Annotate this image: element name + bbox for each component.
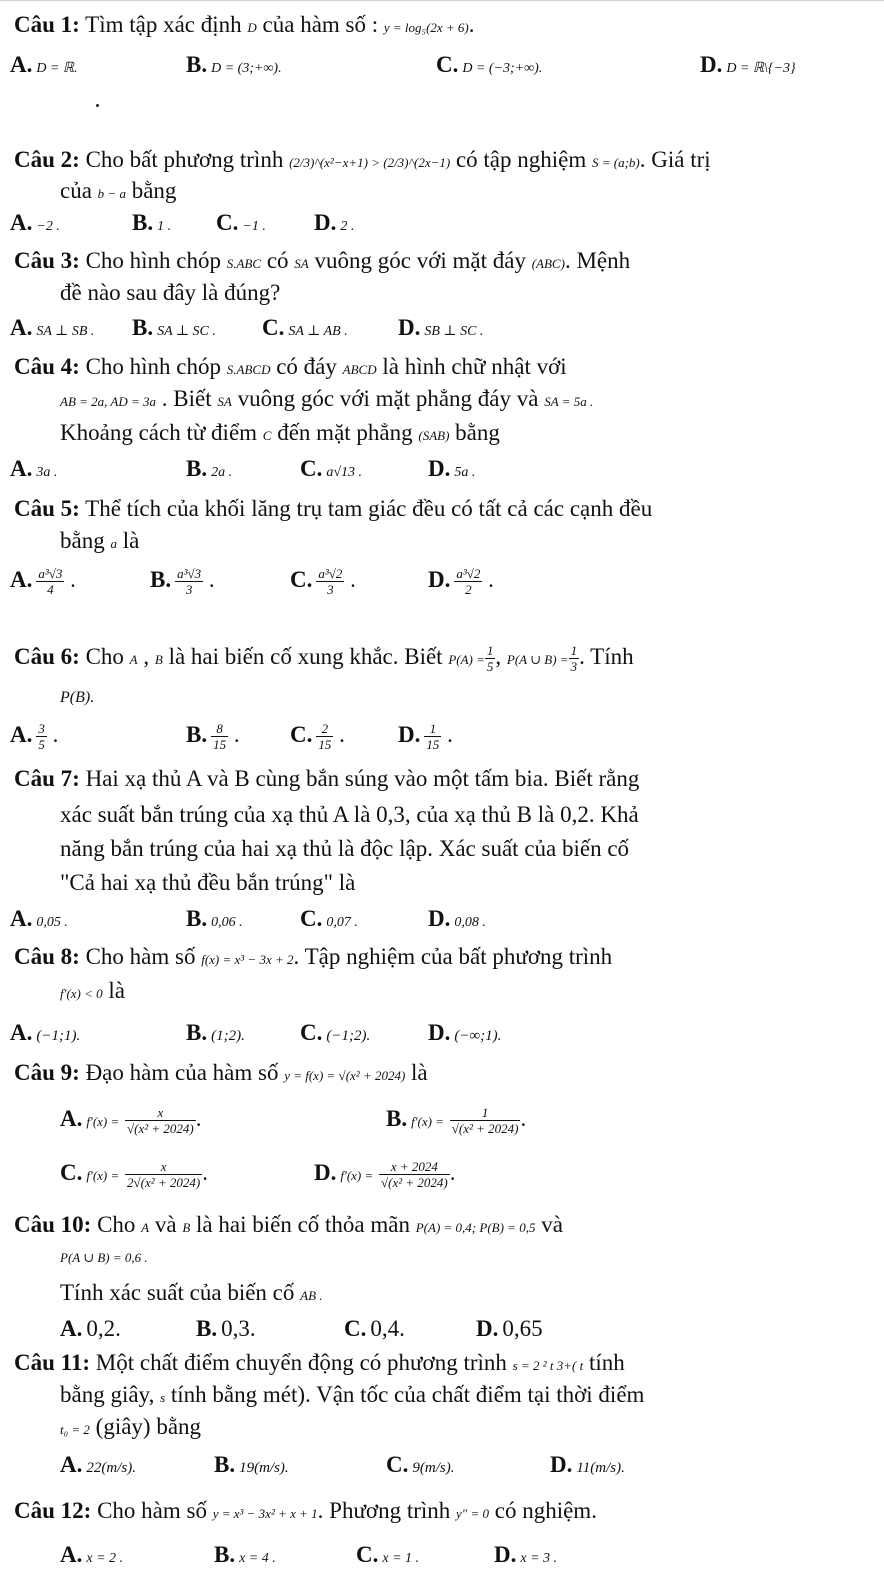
q9-option-c[interactable]: C. f′(x) = $\frac{x}{\text{2√(x² + 2024)}}$ . xyxy=(60,1159,209,1191)
q10-option-c[interactable]: C. 0,4. xyxy=(344,1316,405,1341)
question-4: Câu 4: Cho hình chóp S.ABCD có đáy ABCD là hình chữ nhật với xyxy=(14,354,567,379)
q9-option-d[interactable]: D. f′(x) = $\frac{x + 2024}{\text{√(x² + 2024)}}$ . xyxy=(314,1159,456,1191)
q6-option-b[interactable]: B. $\frac{8}{15}$ . xyxy=(186,721,240,753)
q8-option-c[interactable]: C. (−1;2). xyxy=(300,1020,371,1045)
q4-option-b[interactable]: B. 2a . xyxy=(186,456,233,481)
q3-option-a[interactable]: A. SA ⊥ SB . xyxy=(10,315,95,340)
q5-option-b[interactable]: B. $\frac{\text{a³√3}}{3}$ . xyxy=(150,566,215,598)
question-7-line-2: xác suất bắn trúng của xạ thủ A là 0,3, của xạ thủ B là 0,2. Khả xyxy=(60,802,639,827)
question-10-line-3: Tính xác suất của biến cố AB . xyxy=(60,1280,323,1305)
stray-dot xyxy=(96,104,99,107)
question-8: Câu 8: Cho hàm số f(x) = x³ − 3x + 2. Tập nghiệm của bất phương trình xyxy=(14,944,613,969)
q2-option-c[interactable]: C. −1 . xyxy=(216,210,266,235)
q4-option-c[interactable]: C. a√13 . xyxy=(300,456,363,481)
question-5: Câu 5: Thể tích của khối lăng trụ tam giác đều có tất cả các cạnh đều xyxy=(14,496,653,521)
q3-option-b[interactable]: B. SA ⊥ SC . xyxy=(132,315,216,340)
question-3-line-2: đề nào sau đây là đúng? xyxy=(60,280,281,305)
top-divider xyxy=(0,0,884,7)
question-11: Câu 11: Một chất điểm chuyển động có phương trình s = 2 ² t 3+( t tính xyxy=(14,1350,625,1375)
q11-option-b[interactable]: B. 19(m/s). xyxy=(214,1452,289,1477)
question-11-line-2: bằng giây, s tính bằng mét). Vận tốc của chất điểm tại thời điểm xyxy=(60,1382,645,1407)
q1-option-c[interactable]: C. D = (−3;+∞). xyxy=(436,52,543,77)
q2-option-b[interactable]: B. 1 . xyxy=(132,210,172,235)
q4-option-d[interactable]: D. 5a . xyxy=(428,456,476,481)
question-2-line-2: của b − a bằng xyxy=(60,178,177,203)
q9-option-a[interactable]: A. f′(x) = $\frac{x}{\text{√(x² + 2024)}}$ . xyxy=(60,1105,202,1137)
q11-option-d[interactable]: D. 11(m/s). xyxy=(550,1452,625,1477)
q5-option-a[interactable]: A. $\frac{\text{a³√3}}{4}$ . xyxy=(10,566,76,598)
q12-option-d[interactable]: D. x = 3 . xyxy=(494,1542,558,1567)
question-7-line-4: "Cả hai xạ thủ đều bắn trúng" là xyxy=(60,870,356,895)
question-7: Câu 7: Hai xạ thủ A và B cùng bắn súng vào một tấm bia. Biết rằng xyxy=(14,766,640,791)
q10-option-d[interactable]: D. 0,65 xyxy=(476,1316,543,1341)
question-4-line-2: AB = 2a, AD = 3a . Biết SA vuông góc với mặt phẳng đáy và SA = 5a . xyxy=(60,386,594,411)
question-2: Câu 2: Cho bất phương trình (2/3)^(x²−x+1) > (2/3)^(2x−1) có tập nghiệm S = (a;b). Giá trị xyxy=(14,147,711,172)
question-5-line-2: bằng a là xyxy=(60,528,140,553)
question-3: Câu 3: Cho hình chóp S.ABC có SA vuông góc với mặt đáy (ABC). Mệnh xyxy=(14,248,631,273)
q12-option-a[interactable]: A. x = 2 . xyxy=(60,1542,124,1567)
q7-option-d[interactable]: D. 0,08 . xyxy=(428,906,486,931)
question-7-line-3: năng bắn trúng của hai xạ thủ là độc lập. Xác suất của biến cố xyxy=(60,836,630,861)
q10-option-b[interactable]: B. 0,3. xyxy=(196,1316,256,1341)
question-6: Câu 6: Cho A , B là hai biến cố xung khắc. Biết P(A) = $\frac{1}{5}$ , P(A ∪ B) = $\frac{1}{3}$ . Tính xyxy=(14,643,634,675)
q1-option-a[interactable]: A. D = ℝ. xyxy=(10,52,78,77)
question-4-line-3: Khoảng cách từ điểm C đến mặt phẳng (SAB) bằng xyxy=(60,420,500,445)
q2-option-a[interactable]: A. −2 . xyxy=(10,210,60,235)
q8-option-a[interactable]: A. (−1;1). xyxy=(10,1020,81,1045)
q9-option-b[interactable]: B. f′(x) = $\frac{1}{\text{√(x² + 2024)}}$ . xyxy=(386,1105,527,1137)
q6-option-d[interactable]: D. $\frac{1}{15}$ . xyxy=(398,721,453,753)
question-10-line-2: P(A ∪ B) = 0,6 . xyxy=(60,1250,148,1265)
question-11-line-3: t₀ = 2 (giây) bằng xyxy=(60,1414,202,1439)
question-12: Câu 12: Cho hàm số y = x³ − 3x² + x + 1. Phương trình y″ = 0 có nghiệm. xyxy=(14,1498,597,1523)
q7-option-a[interactable]: A. 0,05 . xyxy=(10,906,68,931)
q12-option-b[interactable]: B. x = 4 . xyxy=(214,1542,276,1567)
question-6-line-2: P(B). xyxy=(60,689,95,706)
q7-option-b[interactable]: B. 0,06 . xyxy=(186,906,243,931)
question-8-line-2: f′(x) < 0 là xyxy=(60,978,126,1003)
question-10: Câu 10: Cho A và B là hai biến cố thỏa mãn P(A) = 0,4; P(B) = 0,5 và xyxy=(14,1212,563,1237)
q8-option-d[interactable]: D. (−∞;1). xyxy=(428,1020,502,1045)
q2-option-d[interactable]: D. 2 . xyxy=(314,210,355,235)
q11-option-c[interactable]: C. 9(m/s). xyxy=(386,1452,455,1477)
q1-option-d[interactable]: D. D = ℝ\{−3} xyxy=(700,52,796,77)
q11-option-a[interactable]: A. 22(m/s). xyxy=(60,1452,136,1477)
q12-option-c[interactable]: C. x = 1 . xyxy=(356,1542,420,1567)
question-9: Câu 9: Đạo hàm của hàm số y = f(x) = √(x² + 2024) là xyxy=(14,1060,428,1085)
q3-option-c[interactable]: C. SA ⊥ AB . xyxy=(262,315,348,340)
q5-option-c[interactable]: C. $\frac{\text{a³√2}}{3}$ . xyxy=(290,566,356,598)
q7-option-c[interactable]: C. 0,07 . xyxy=(300,906,358,931)
q6-option-c[interactable]: C. $\frac{2}{15}$ . xyxy=(290,721,345,753)
q5-option-d[interactable]: D. $\frac{\text{a³√2}}{2}$ . xyxy=(428,566,494,598)
q6-option-a[interactable]: A. $\frac{3}{5}$ . xyxy=(10,721,59,753)
question-1: Câu 1: Tìm tập xác định D của hàm số : y = log₅(2x + 6). xyxy=(14,12,475,37)
q1-option-b[interactable]: B. D = (3;+∞). xyxy=(186,52,282,77)
q4-option-a[interactable]: A. 3a . xyxy=(10,456,58,481)
q3-option-d[interactable]: D. SB ⊥ SC . xyxy=(398,315,484,340)
q10-option-a[interactable]: A. 0,2. xyxy=(60,1316,121,1341)
q8-option-b[interactable]: B. (1;2). xyxy=(186,1020,245,1045)
